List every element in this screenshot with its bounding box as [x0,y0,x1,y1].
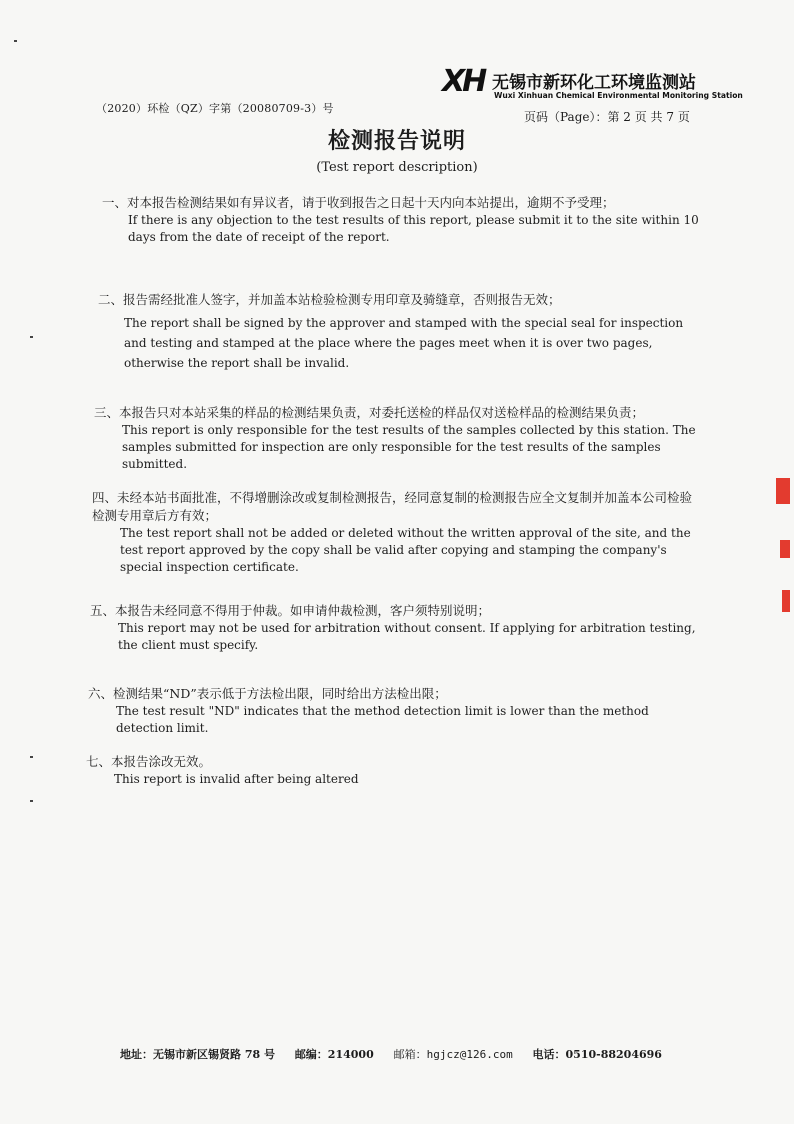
page-number: 页码（Page）：第 2 页 共 7 页 [524,110,690,124]
scan-speck [30,756,33,758]
seal-fragment [776,478,790,504]
scan-speck [30,800,33,802]
note-cn: 一、对本报告检测结果如有异议者，请于收到报告之日起十天内向本站提出，逾期不予受理； [102,195,615,210]
note-en: If there is any objection to the test results of this report, please submit it to the site within 10 days from the date of receipt of the report. [128,213,699,244]
note-cn: 七、本报告涂改无效。 [86,754,212,769]
note-cn: 四、未经本站书面批准，不得增删涂改或复制检测报告，经同意复制的检测报告应全文复制并加盖本公司检验检测专用章后方有效； [92,490,693,523]
note-cn: 五、本报告未经同意不得用于仲裁。如申请仲裁检测，客户须特别说明； [90,603,491,618]
note-cn: 三、本报告只对本站采集的样品的检测结果负责，对委托送检的样品仅对送检样品的检测结果负责； [94,405,645,420]
page-subtitle: (Test report description) [316,160,478,175]
note-en: This report is invalid after being altered [114,772,359,786]
note-item-3 [90,404,702,473]
page-title: 检测报告说明 [327,128,466,154]
note-en: The test report shall not be added or deleted without the written approval of the site, and the test report approved by the copy shall be valid after copying and stamping the company's special inspection certificate. [120,526,691,574]
note-en: The test result "ND" indicates that the method detection limit is lower than the method detection limit. [116,704,649,735]
note-item-2 [90,291,702,373]
note-item-1 [90,194,702,246]
note-cn: 二、报告需经批准人签字，并加盖本站检验检测专用印章及骑缝章，否则报告无效； [98,292,561,307]
scan-speck [30,336,33,338]
note-en: The report shall be signed by the approver and stamped with the special seal for inspection and testing and stamped at the place where the pages meet when it is over two pages, otherwise the report shall be invalid. [124,316,684,370]
organization-name-cn: 无锡市新环化工环境监测站 [492,73,696,93]
footer-phone: 电话：0510-88204696 [532,1048,662,1061]
footer-email: 邮箱：hgjcz@126.com [393,1048,513,1061]
note-item-7 [86,753,702,788]
note-item-4 [90,489,702,576]
footer-postcode: 邮编：214000 [294,1048,374,1061]
contact-footer [120,1046,678,1062]
organization-logo [442,64,743,104]
seal-fragment [782,590,790,612]
seal-fragment [780,540,790,558]
organization-name-en: Wuxi Xinhuan Chemical Environmental Monitoring Station [494,91,743,100]
note-en: This report is only responsible for the test results of the samples collected by this station. The samples submitted for inspection are only responsible for the test results of the samples submitted. [122,423,696,471]
report-reference-number: （2020）环检（QZ）字第（20080709-3）号 [96,102,334,115]
note-en: This report may not be used for arbitration without consent. If applying for arbitration testing, the client must specify. [118,621,696,652]
note-item-6 [90,685,702,737]
note-cn: 六、检测结果“ND”表示低于方法检出限，同时给出方法检出限； [88,686,447,701]
logo-mark: XH [442,64,485,99]
footer-address: 地址：无锡市新区锡贤路 78 号 [120,1048,275,1061]
scan-speck [14,40,17,42]
note-item-5 [90,602,702,654]
